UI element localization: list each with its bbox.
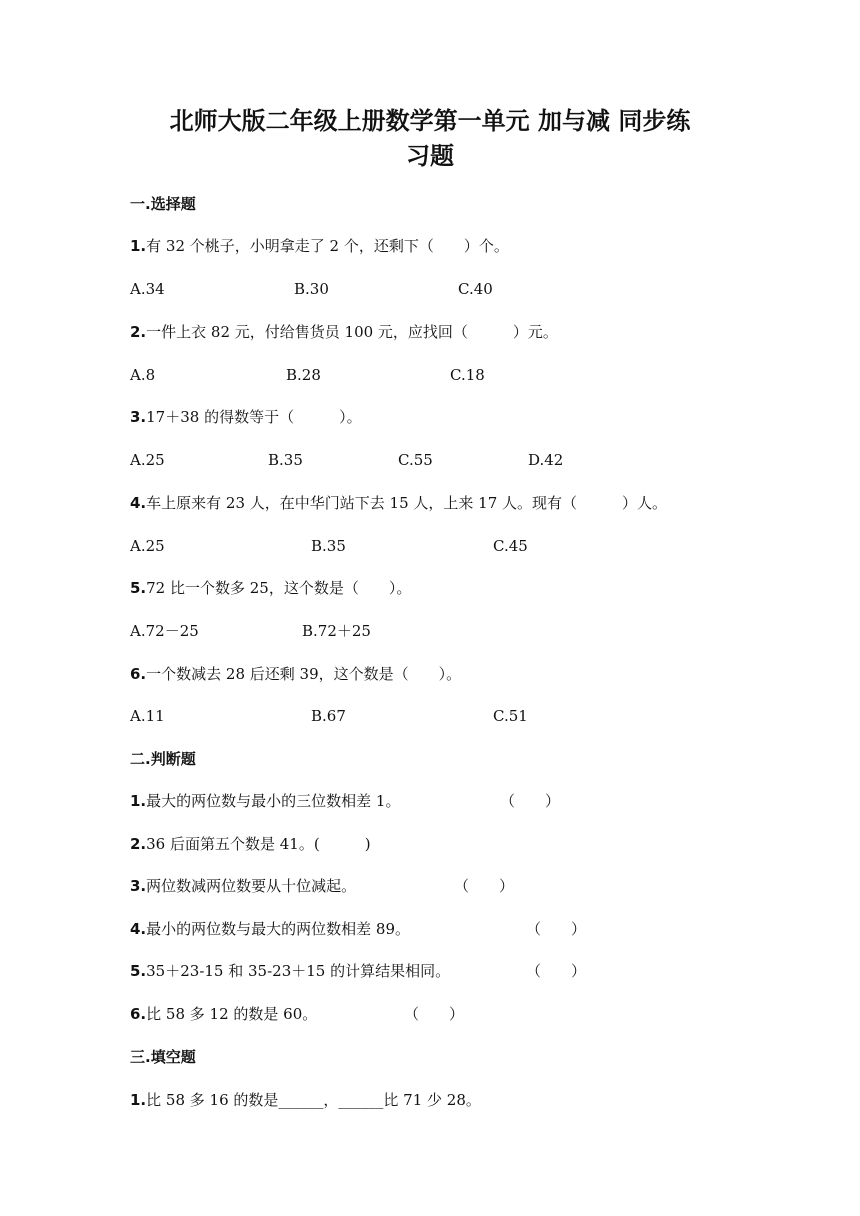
question-text: 72 比一个数多 25，这个数是（ ）。 xyxy=(146,579,412,597)
option-c: C.45 xyxy=(493,537,528,555)
section-heading-judgment: 二.判断题 xyxy=(130,750,196,768)
answer-bracket: （ ） xyxy=(404,1005,465,1023)
option-a: A.25 xyxy=(130,451,165,469)
option-c: C.55 xyxy=(398,451,433,469)
question-text: 比 58 多 12 的数是 60。 xyxy=(146,1005,318,1023)
question-3-1 xyxy=(130,1090,481,1110)
option-a: A.25 xyxy=(130,537,165,555)
option-b: B.67 xyxy=(311,707,346,725)
question-number: 6. xyxy=(130,1005,147,1023)
answer-bracket: （ ） xyxy=(526,962,587,980)
question-text: 比 58 多 16 的数是______，______比 71 少 28。 xyxy=(146,1091,481,1109)
question-1-3 xyxy=(130,407,362,427)
option-c: C.40 xyxy=(458,280,493,298)
question-text: 36 后面第五个数是 41。( ) xyxy=(146,835,371,853)
option-a: A.11 xyxy=(130,707,165,725)
option-d: D.42 xyxy=(528,451,564,469)
question-number: 2. xyxy=(130,323,147,341)
question-number: 4. xyxy=(130,494,147,512)
question-number: 3. xyxy=(130,877,147,895)
question-text: 一件上衣 82 元，付给售货员 100 元，应找回（ ）元。 xyxy=(146,323,558,341)
question-text: 车上原来有 23 人，在中华门站下去 15 人，上来 17 人。现有（ ）人。 xyxy=(146,494,668,512)
question-1-4 xyxy=(130,493,667,513)
question-text: 两位数减两位数要从十位减起。 xyxy=(146,877,357,895)
question-number: 3. xyxy=(130,408,147,426)
question-number: 4. xyxy=(130,920,147,938)
question-1-1 xyxy=(130,236,509,256)
option-c: C.18 xyxy=(450,366,485,384)
question-number: 6. xyxy=(130,665,147,683)
answer-bracket: （ ） xyxy=(500,792,561,810)
question-number: 5. xyxy=(130,579,147,597)
question-text: 有 32 个桃子，小明拿走了 2 个，还剩下（ ）个。 xyxy=(146,237,509,255)
question-number: 5. xyxy=(130,962,147,980)
answer-bracket: （ ） xyxy=(526,920,587,938)
question-1-6 xyxy=(130,664,461,684)
title-line-1: 北师大版二年级上册数学第一单元 加与减 同步练 xyxy=(169,107,691,135)
question-2-3 xyxy=(130,876,356,896)
option-b: B.28 xyxy=(286,366,321,384)
option-b: B.72＋25 xyxy=(302,622,371,640)
option-c: C.51 xyxy=(493,707,528,725)
question-number: 1. xyxy=(130,1091,147,1109)
question-2-1 xyxy=(130,791,400,811)
question-number: 2. xyxy=(130,835,147,853)
question-number: 1. xyxy=(130,792,147,810)
question-2-2 xyxy=(130,834,371,854)
option-b: B.30 xyxy=(294,280,329,298)
question-text: 17＋38 的得数等于（ ）。 xyxy=(146,408,362,426)
question-text: 35＋23-15 和 35-23＋15 的计算结果相同。 xyxy=(146,962,451,980)
section-heading-fill-in: 三.填空题 xyxy=(130,1048,196,1066)
question-1-5 xyxy=(130,578,411,598)
option-a: A.72－25 xyxy=(130,622,199,640)
section-heading-choice: 一.选择题 xyxy=(130,195,196,213)
answer-bracket: （ ） xyxy=(454,877,515,895)
question-text: 最小的两位数与最大的两位数相差 89。 xyxy=(146,920,410,938)
question-2-6 xyxy=(130,1004,317,1024)
option-a: A.8 xyxy=(130,366,156,384)
option-a: A.34 xyxy=(130,280,165,298)
title-line-2: 习题 xyxy=(406,142,454,170)
question-2-4 xyxy=(130,919,410,939)
question-text: 最大的两位数与最小的三位数相差 1。 xyxy=(146,792,401,810)
option-b: B.35 xyxy=(268,451,303,469)
question-1-2 xyxy=(130,322,558,342)
question-number: 1. xyxy=(130,237,147,255)
question-2-5 xyxy=(130,961,450,981)
option-b: B.35 xyxy=(311,537,346,555)
question-text: 一个数减去 28 后还剩 39，这个数是（ ）。 xyxy=(146,665,462,683)
